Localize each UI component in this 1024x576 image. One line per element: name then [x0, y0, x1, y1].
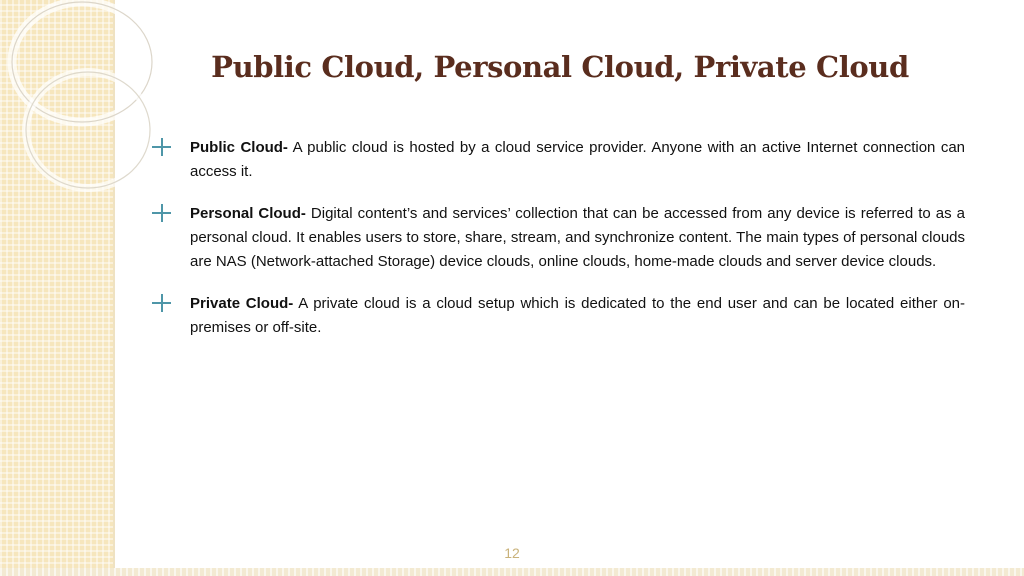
bullet-list — [150, 136, 965, 358]
bullet-term: Public Cloud- — [190, 139, 288, 156]
bullet-description: A private cloud is a cloud setup which is dedicated to the end user and can be located either on-premises or off-site. — [190, 295, 965, 336]
bullet-text — [190, 292, 965, 340]
plus-icon — [150, 136, 170, 156]
page-number: 12 — [504, 545, 520, 561]
decorative-bottom-strip — [0, 568, 1024, 576]
bullet-text — [190, 202, 965, 274]
bullet-term: Personal Cloud- — [190, 205, 306, 222]
slide-title: Public Cloud, Personal Cloud, Private Cloud — [211, 50, 909, 84]
bullet-personal-cloud — [150, 202, 965, 274]
bullet-public-cloud — [150, 136, 965, 184]
bullet-description: A public cloud is hosted by a cloud service provider. Anyone with an active Internet connection can access it. — [190, 139, 965, 180]
bullet-term: Private Cloud- — [190, 295, 294, 312]
bullet-description: Digital content’s and services’ collection that can be accessed from any device is referred to as a personal cloud. It enables users to store, share, stream, and synchronize content. The main types of personal clouds are NAS (Network-attached Storage) device clouds, online clouds, home-made clouds and server device clouds. — [190, 205, 965, 270]
plus-icon — [150, 292, 170, 312]
plus-icon — [150, 202, 170, 222]
bullet-text — [190, 136, 965, 184]
bullet-private-cloud — [150, 292, 965, 340]
